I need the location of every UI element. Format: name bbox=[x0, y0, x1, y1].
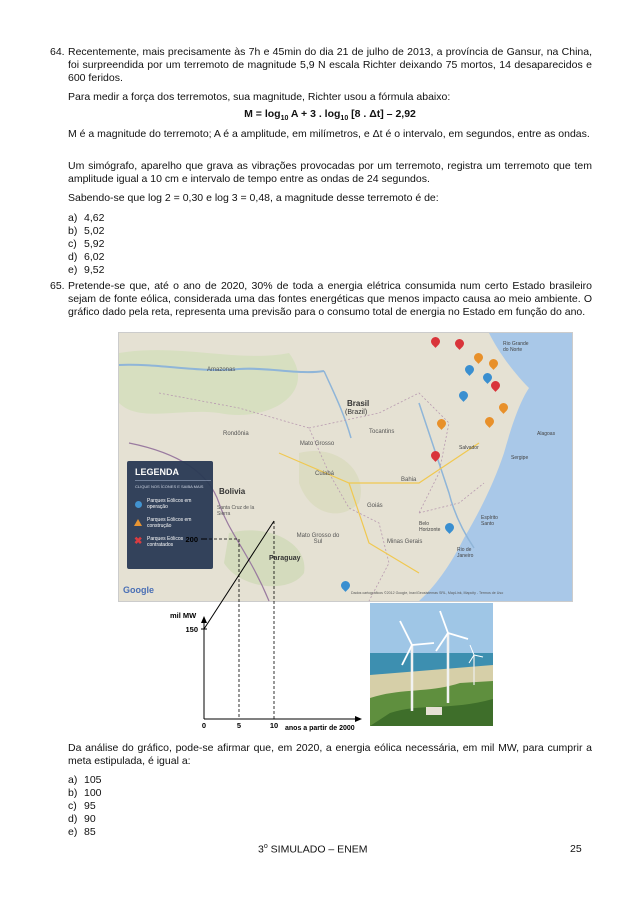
question-64-seismograph: Um simógrafo, aparelho que grava as vibrações provocadas por um terremoto, registra um terremoto que tem amplitude igual a 10 cm e intervalo de tempo entre as ondas de 24 segundos. bbox=[68, 160, 592, 185]
question-64-instruction: Para medir a força dos terremotos, sua magnitude, Richter usou a fórmula abaixo: bbox=[68, 91, 451, 103]
question-65-option-e[interactable]: e) 85 bbox=[68, 826, 96, 838]
question-65-number: 65. bbox=[50, 280, 65, 292]
map-label-mato-grosso: Mato Grosso bbox=[299, 441, 335, 447]
question-64-definitions: M é a magnitude do terremoto; A é a amplitude, em milímetros, e Δt é o intervalo, em segundos, entre as ondas. bbox=[68, 128, 590, 140]
x-tick-label: 10 bbox=[269, 721, 279, 730]
question-64-option-d[interactable]: d) 6,02 bbox=[68, 251, 105, 263]
legend-item-contracted: Parques Eólicos contratados bbox=[147, 536, 184, 548]
map-legend bbox=[127, 461, 213, 569]
map-label-mato-grosso-sul: Mato Grosso do Sul bbox=[296, 533, 340, 545]
wind-turbines-photo bbox=[370, 603, 493, 726]
legend-divider bbox=[135, 480, 211, 481]
map-label-goias: Goiás bbox=[367, 503, 383, 509]
map-label-alagoas: Alagoas bbox=[537, 431, 556, 437]
footer-title: 3$^o$ SIMULADO – ENEM bbox=[258, 843, 368, 856]
y-tick-label: 200 bbox=[185, 535, 198, 544]
google-logo: Google bbox=[123, 585, 154, 595]
map-label-espirito-santo: Espírito Santo bbox=[481, 515, 498, 527]
map-label-rondonia: Rondônia bbox=[223, 431, 249, 437]
question-64-option-a[interactable]: a) 4,62 bbox=[68, 212, 105, 224]
x-tick-label: 5 bbox=[236, 721, 242, 730]
map-label-amazonas: Amazonas bbox=[207, 367, 236, 373]
map-label-brazil: (Brazil) bbox=[345, 409, 368, 416]
page-number: 25 bbox=[570, 843, 582, 855]
question-64-option-c[interactable]: c) 5,92 bbox=[68, 238, 105, 250]
question-64-option-b[interactable]: b) 5,02 bbox=[68, 225, 105, 237]
question-64-question: Sabendo-se que log 2 = 0,30 e log 3 = 0,48, a magnitude desse terremoto é de: bbox=[68, 192, 439, 204]
y-axis-label: mil MW bbox=[170, 611, 197, 620]
question-65-intro: Pretende-se que, até o ano de 2020, 30% de toda a energia elétrica consumida num certo Estado brasileiro sejam de fonte eólica, considerada uma das fontes energéticas que menos impacto causa ao meio ambiente. O gráfico dado pela reta, representa uma previsão para o consumo total de energia no Estado em função do ano. bbox=[68, 280, 592, 318]
map-label-cuiaba: Cuiabá bbox=[315, 471, 335, 477]
wind-farm-map bbox=[118, 332, 573, 602]
legend-item-operation: Parques Eólicos em operação bbox=[147, 498, 192, 510]
question-64-option-e[interactable]: e) 9,52 bbox=[68, 264, 105, 276]
map-label-tocantins: Tocantins bbox=[369, 429, 395, 435]
question-65-question: Da análise do gráfico, pode-se afirmar que, em 2020, a energia eólica necessária, em mil MW, para cumprir a meta estipulada, é igual a: bbox=[68, 742, 592, 767]
x-tick-label: 0 bbox=[201, 721, 207, 730]
question-65-option-b[interactable]: b) 100 bbox=[68, 787, 102, 799]
question-65-option-a[interactable]: a) 105 bbox=[68, 774, 102, 786]
construction-legend-icon bbox=[134, 519, 142, 526]
map-label-bolivia: Bolivia bbox=[219, 487, 246, 496]
map-label-bahia: Bahia bbox=[401, 477, 417, 483]
richter-formula: $M = \log_{10} A + 3$ . $\log_{10} [8$ . Δt] – 2,92 bbox=[244, 108, 416, 123]
question-65-option-c[interactable]: c) 95 bbox=[68, 800, 96, 812]
x-axis-label: anos a partir de 2000 bbox=[285, 725, 355, 732]
legend-title: LEGENDA bbox=[135, 467, 180, 477]
map-label-santa-cruz: Santa Cruz de la Sierra bbox=[217, 505, 255, 517]
question-65-option-d[interactable]: d) 90 bbox=[68, 813, 96, 825]
question-64-intro: Recentemente, mais precisamente às 7h e 45min do dia 21 de julho de 2013, a província de Gansur, na China, foi surpreendida por um terremoto de magnitude 5,9 N escala Richter deixando 75 mortos, 14 desaparecidos e 600 feridos. bbox=[68, 46, 592, 84]
contracted-legend-icon: ✖ bbox=[134, 536, 143, 547]
legend-hint: CLIQUE NOS ÍCONES E SAIBA MAIS bbox=[135, 484, 204, 489]
question-64-number: 64. bbox=[50, 46, 65, 58]
map-label-rio-grande-norte: Rio Grande do Norte bbox=[503, 341, 529, 353]
map-label-paraguay: Paraguay bbox=[269, 555, 301, 562]
map-credits: Dados cartográficos ©2012 Google, Inav/Geosistemas SRL, MapLink, Mapcity - Termos de Uso bbox=[351, 591, 504, 595]
map-label-salvador: Salvador bbox=[459, 445, 479, 451]
map-label-minas-gerais: Minas Gerais bbox=[387, 539, 423, 545]
map-label-brasil: Brasil bbox=[347, 399, 370, 408]
map-label-rio-janeiro: Rio de Janeiro bbox=[457, 547, 474, 559]
map-label-sergipe: Sergipe bbox=[511, 455, 529, 461]
y-tick-label: 150 bbox=[185, 625, 198, 634]
y-axis-arrow bbox=[201, 616, 207, 623]
map-label-belo-horizonte: Belo Horizonte bbox=[419, 521, 441, 533]
legend-item-construction: Parques Eólicos em construção bbox=[147, 517, 192, 529]
operation-legend-icon bbox=[135, 501, 142, 508]
x-axis-arrow bbox=[355, 716, 362, 722]
